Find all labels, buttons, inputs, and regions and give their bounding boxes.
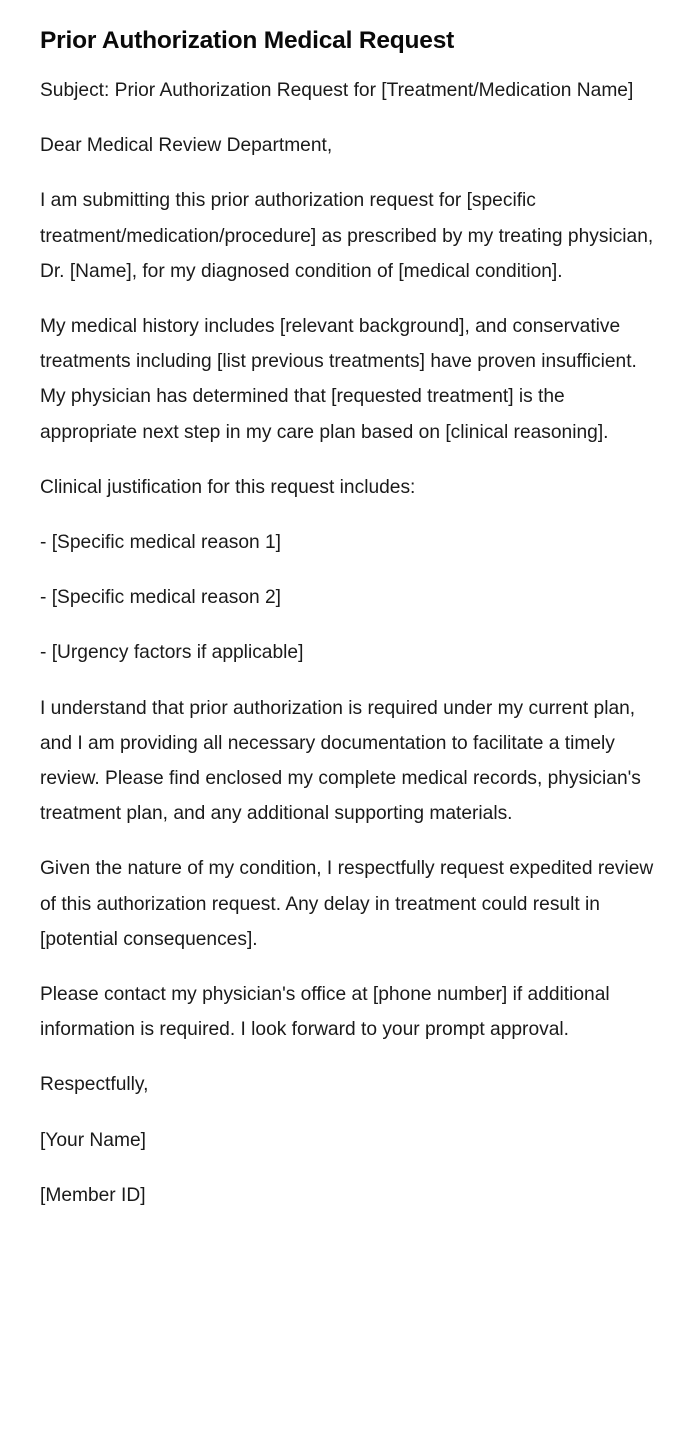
member-id: [Member ID] bbox=[40, 1184, 146, 1206]
justification-item-1: - [Specific medical reason 1] bbox=[40, 532, 282, 554]
page-title: Prior Authorization Medical Request bbox=[40, 27, 455, 54]
body-paragraph-expedite: Given the nature of my condition, I respectfully request expedited review of this authorization request. Any delay in treatment could result in [potential consequences]. bbox=[40, 858, 654, 950]
body-paragraph-contact: Please contact my physician's office at [phone number] if additional information is required. I look forward to your prompt approval. bbox=[40, 984, 610, 1041]
body-paragraph-request: I am submitting this prior authorization request for [specific treatment/medication/procedure] as prescribed by my treating physician, Dr. [Name], for my diagnosed condition of [medical condition]. bbox=[40, 190, 654, 282]
justification-item-3: - [Urgency factors if applicable] bbox=[40, 642, 304, 664]
justification-item-2: - [Specific medical reason 2] bbox=[40, 587, 282, 609]
closing: Respectfully, bbox=[40, 1074, 149, 1096]
subject-line: Subject: Prior Authorization Request for [Treatment/Medication Name] bbox=[40, 80, 634, 101]
body-paragraph-history: My medical history includes [relevant background], and conservative treatments including [list previous treatments] have proven insufficient. My physician has determined that [requested treatment] is the appropriate next step in my care plan based on [clinical reasoning]. bbox=[40, 316, 637, 443]
signature-name: [Your Name] bbox=[40, 1129, 146, 1151]
justification-intro: Clinical justification for this request includes: bbox=[40, 476, 416, 498]
salutation: Dear Medical Review Department, bbox=[40, 135, 333, 157]
body-paragraph-documentation: I understand that prior authorization is required under my current plan, and I am providing all necessary documentation to facilitate a timely review. Please find enclosed my complete medical records, physician's treatment plan, and any additional supporting materials. bbox=[40, 697, 641, 825]
